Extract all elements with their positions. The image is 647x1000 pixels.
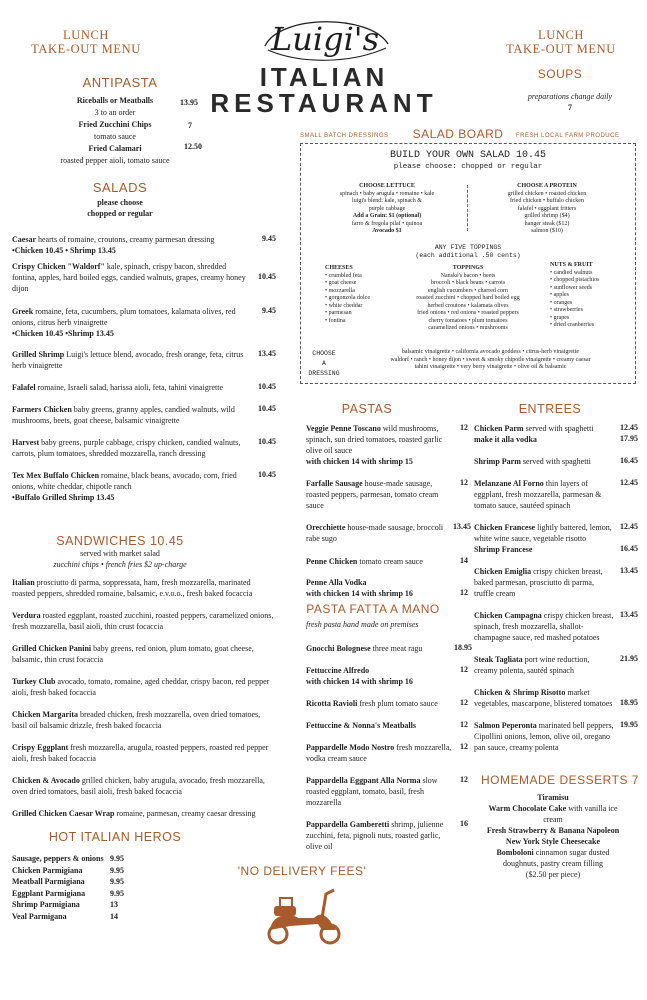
- item-name: Falafel: [12, 383, 36, 392]
- dressing-line: tahini vinaigrette • very berry vinaigrette • olive oil & balsamic: [414, 364, 567, 370]
- item-desc: crispy chicken breast, baked parmesan, prosciutto di parma, truffle cream: [474, 567, 603, 598]
- item-price: 18.95: [620, 698, 638, 707]
- dressing-options: [348, 349, 633, 372]
- item-name: Pappardella Eggpant Alla Norma: [306, 776, 421, 785]
- item-price: 10.45: [258, 404, 276, 413]
- item-name: Grilled Shrimp: [12, 350, 65, 359]
- nut-item: • strawberries: [550, 307, 583, 313]
- item-desc: baby greens, red onion, plum tomato, goat cheese, balsamic, thin crust focaccia: [12, 644, 254, 664]
- lettuce-line: purple cabbage: [368, 205, 406, 212]
- item-price: 12.45: [620, 423, 638, 432]
- item-name: Farfalle Sausage: [306, 479, 363, 488]
- item-price: 9.95: [110, 888, 124, 898]
- item-desc: thin layers of eggplant, fresh mozzarella, parmesan & tomato sauce, sautéed spinach: [474, 479, 602, 510]
- toppings-extra-cost: (each additional .50 cents): [415, 252, 521, 259]
- protein-line: fried chicken • buffalo chicken: [510, 198, 584, 204]
- pasta-item: [306, 423, 456, 467]
- lunch-label: LUNCH: [62, 28, 110, 42]
- item-name: Caesar: [12, 235, 36, 244]
- title-restaurant: RESTAURANT: [210, 88, 438, 118]
- pasta-fatta-title: PASTA FATTA A MANO: [306, 602, 440, 616]
- dressing-label-line: A: [322, 360, 326, 367]
- lettuce-line: spinach • baby arugula • romaine • kale: [339, 190, 435, 197]
- item-desc: roasted pepper aioli, tomato sauce: [60, 156, 170, 165]
- lettuce-line: farro & fregola pilaf • quinoa: [351, 220, 423, 227]
- antipasta-title: ANTIPASTA: [82, 75, 158, 90]
- item-desc: Luigi's lettuce blend, avocado, fresh orange, feta, citrus herb vinaigrette: [12, 350, 244, 370]
- item-extra: •Chicken 10.45 •Shrimp 13.45: [12, 329, 114, 338]
- sandwich-item: [12, 742, 274, 764]
- cheese-item: • parmesan: [325, 310, 352, 316]
- divider: [467, 185, 468, 231]
- cheeses-column: [325, 265, 395, 325]
- salads-subtitle-1: please choose: [97, 198, 143, 207]
- item-price: 12: [460, 588, 468, 597]
- item-name: Melanzane Al Forno: [474, 479, 544, 488]
- item-name: Salmon Peperonta: [474, 721, 537, 730]
- sandwiches-sub-upcharge: zucchini chips • french fries $2 up-charge: [53, 560, 187, 569]
- toppings-title: TOPPINGS: [452, 265, 484, 271]
- item-extra: •Buffalo Grilled Shrimp 13.45: [12, 493, 115, 502]
- pasta-fatta-item: [306, 775, 456, 808]
- item-name: Tiramisu: [537, 793, 569, 802]
- nut-item: • dried cranberries: [550, 322, 595, 328]
- item-name: Veggie Penne Toscano: [306, 424, 381, 433]
- pastas-title: PASTAS: [341, 402, 393, 416]
- protein-line: hanger steak ($12): [524, 220, 570, 227]
- sandwich-item: [12, 610, 274, 632]
- item-name: Chicken Parm: [474, 424, 524, 433]
- topping-line: broccoli • black beans • carrots: [430, 280, 506, 286]
- dessert-item: [478, 847, 628, 869]
- item-desc: romaine, black beans, avocado, corn, fried onions, white cheddar, chipotle ranch: [12, 471, 237, 491]
- dressing-line: balsamic vinaigrette • california avocado goddess • citrus-herb vinaigrette: [401, 349, 580, 355]
- sandwich-item: [12, 808, 274, 819]
- item-desc: served with spaghetti: [523, 424, 594, 433]
- hero-item: [12, 876, 152, 888]
- item-desc: fresh mozzarella, arugula, roasted peppers, roasted red pepper aioli, fresh baked focaccia: [12, 743, 269, 763]
- item-name: Pappardella Gamberetti: [306, 820, 390, 829]
- item-desc: lightly battered, lemon, white wine sauce, vegetable risotto: [474, 523, 612, 543]
- item-price: 9.95: [110, 865, 124, 875]
- hero-item: [12, 853, 152, 865]
- soups-desc: preparations change daily: [527, 92, 613, 101]
- item-name: Warm Chocolate Cake: [488, 804, 567, 813]
- item-name: Fried Zucchini Chips: [78, 120, 152, 129]
- item-price: 13.45: [620, 610, 638, 619]
- item-price: 10.45: [258, 272, 276, 281]
- sandwich-item: [12, 709, 274, 731]
- item-price: 9.95: [110, 877, 124, 886]
- nut-item: • apples: [550, 292, 569, 298]
- salads-subtitle-2: chopped or regular: [87, 209, 153, 218]
- item-price: 12: [460, 698, 468, 707]
- item-price: 7: [188, 121, 192, 130]
- any-five-toppings: ANY FIVE TOPPINGS: [434, 244, 502, 251]
- entree-item: [474, 687, 614, 709]
- item-desc: kale, spinach, crispy bacon, shredded fontina, apples, hard boiled eggs, candied walnuts, grapes, creamy honey dijon: [12, 262, 246, 293]
- item-price: 10.45: [258, 470, 276, 479]
- item-desc: 3 to an order: [94, 108, 136, 117]
- item-name: Chicken & Avocado: [12, 776, 80, 785]
- item-price: 13.95: [180, 98, 198, 107]
- dessert-item: [478, 792, 628, 803]
- item-price: 9.95: [110, 854, 124, 863]
- pasta-item: [306, 478, 456, 511]
- dessert-item: [478, 836, 628, 847]
- item-desc: wild mushrooms, spinach, sun dried tomatoes, roasted garlic olive oil sauce: [306, 424, 443, 455]
- dessert-item: [478, 825, 628, 836]
- item-desc: shrimp, julienne zucchini, feta, pignoli nuts, roasted garlic, olive oil: [306, 820, 444, 851]
- entree-item: [474, 654, 614, 676]
- choose-lettuce: [322, 183, 452, 236]
- salad-board-title: SALAD BOARD: [412, 127, 504, 141]
- item-price: 21.95: [620, 654, 638, 663]
- salad-item: [12, 382, 252, 393]
- item-name: Ricotta Ravioli: [306, 699, 358, 708]
- item-desc: avocado, tomato, romaine, aged cheddar, crispy bacon, red pepper aioli, fresh baked focaccia: [12, 677, 270, 697]
- item-extra: with chicken 14 with shrimp 16: [306, 589, 413, 598]
- item-name: Fettuccine Alfredo: [306, 666, 370, 675]
- item-name: New York Style Cheesecake: [505, 837, 601, 846]
- item-price: 19.95: [620, 720, 638, 729]
- heros-list: [12, 853, 152, 922]
- protein-title: CHOOSE A PROTEIN: [517, 183, 577, 189]
- lunch-takeout-left: [22, 28, 150, 56]
- logo-script-text: Luigi's: [270, 20, 380, 58]
- protein-line: grilled shrimp ($4): [524, 213, 570, 219]
- pasta-fatta-sub: fresh pasta hand made on premises: [306, 620, 419, 629]
- item-desc: ($2.50 per piece): [525, 870, 581, 879]
- pasta-fatta-item: [306, 665, 456, 687]
- item-name: Pappardelle Modo Nostro: [306, 743, 395, 752]
- item-name: Veal Parmigana: [12, 911, 67, 921]
- item-price: 13: [110, 900, 118, 909]
- salad-item: [12, 306, 252, 339]
- entree-item: [474, 566, 614, 599]
- nut-item: • grapes: [550, 314, 570, 321]
- topping-line: english cucumbers • charred corn: [427, 287, 509, 294]
- item-name: Steak Tagliata: [474, 655, 523, 664]
- sandwich-item: [12, 643, 274, 665]
- toppings-column: [398, 265, 538, 333]
- item-desc: served with spaghetti: [520, 457, 591, 466]
- desserts-title: HOMEMADE DESSERTS 7: [481, 773, 639, 787]
- sandwich-item: [12, 775, 274, 797]
- item-name: Gnocchi Bolognese: [306, 644, 371, 653]
- salads-subtitle: [50, 197, 190, 219]
- cheese-item: • white cheddar: [325, 302, 363, 309]
- dressing-label-line: DRESSING: [308, 370, 340, 377]
- item-price: 10.45: [258, 382, 276, 391]
- nut-item: • candied walnuts: [550, 269, 593, 276]
- salad-item: [12, 261, 252, 294]
- item-desc: baby greens, purple cabbage, crispy chicken, candied walnuts, carrots, plum tomatoes, shredded mozzarella, ranch dressing: [12, 438, 241, 458]
- item-extra: with chicken 14 with shrimp 16: [306, 677, 413, 686]
- lunch-label: LUNCH: [537, 28, 585, 42]
- item-price: 12.45: [620, 522, 638, 531]
- item-price: 10.45: [258, 437, 276, 446]
- item-desc: marinated bell peppers, Cipollini onions, lemon, olive oil, oregano pan sauce, creamy polenta: [474, 721, 614, 752]
- choose-protein: [482, 183, 612, 236]
- item-desc: baby greens, granny apples, candied walnuts, wild mushrooms, beets, goat cheese, balsamic vinaigrette: [12, 405, 235, 425]
- toppings-heading: [300, 244, 636, 260]
- soups-price: 7: [568, 103, 572, 112]
- nuts-fruit-column: [550, 262, 630, 330]
- dressing-label-line: CHOOSE: [312, 350, 336, 357]
- nuts-title: NUTS & FRUIT: [550, 262, 593, 268]
- desserts-list: [478, 792, 628, 880]
- item-name: Penne Chicken: [306, 557, 358, 566]
- item-name: Harvest: [12, 438, 40, 447]
- entree-item: [474, 478, 614, 511]
- item-price: 16.45: [620, 456, 638, 465]
- item-name: Tex Mex Buffalo Chicken: [12, 471, 100, 480]
- item-name: Chicken Margarita: [12, 710, 78, 719]
- item-desc: tomato cream sauce: [357, 557, 423, 566]
- item-price: 14: [460, 556, 468, 565]
- sandwiches-sub: served with market salad: [80, 549, 160, 558]
- topping-line: cherry tomatoes • plum tomatoes: [428, 317, 508, 324]
- item-name: Orecchiette: [306, 523, 346, 532]
- topping-line: Nanské's bacon • beets: [440, 272, 496, 279]
- pasta-item: [306, 522, 456, 544]
- entrees-title: ENTREES: [518, 402, 582, 416]
- item-desc: with vanilla ice cream: [543, 804, 618, 824]
- item-price-alt: 16.45: [620, 544, 638, 553]
- item-name: Farmers Chicken: [12, 405, 72, 414]
- item-name: Chicken Parmigiana: [12, 865, 83, 875]
- item-price: 12: [460, 478, 468, 487]
- item-name: Grilled Chicken Panini: [12, 644, 92, 653]
- dessert-item: [478, 869, 628, 880]
- item-price: 12: [460, 665, 468, 674]
- item-price: 13.45: [258, 349, 276, 358]
- topping-line: caramelized onions • mushrooms: [428, 325, 508, 331]
- item-name: Chicken Campagna: [474, 611, 542, 620]
- salads-title: SALADS: [92, 180, 148, 195]
- item-name: Shrimp Parmigiana: [12, 900, 80, 909]
- item-desc: fresh plum tomato sauce: [357, 699, 438, 708]
- pasta-fatta-item: [306, 643, 456, 654]
- item-desc: slow roasted eggplant, tomato, basil, fresh mozzarella: [306, 776, 438, 807]
- item-name: Greek: [12, 307, 34, 316]
- item-desc: port wine reduction, creamy polenta, sautéd spinach: [474, 655, 590, 675]
- hero-item: [12, 911, 152, 923]
- title-italian: ITALIAN: [259, 62, 389, 92]
- takeout-menu-label: TAKE-OUT MENU: [31, 42, 141, 56]
- cheese-item: • crumbled feta: [325, 272, 362, 279]
- item-price: 9.45: [262, 234, 276, 243]
- item-desc: romaine, Israeli salad, harissa aioli, feta, tahini vinaigrette: [35, 383, 224, 392]
- item-name: Fettuccine & Nonna's Meatballs: [306, 721, 416, 730]
- item-name: Chicken Francese: [474, 523, 536, 532]
- no-delivery-fees: 'NO DELIVERY FEES': [237, 864, 367, 878]
- pasta-item: [306, 556, 456, 567]
- sandwich-item: [12, 577, 274, 599]
- item-extra: make it alla vodka: [474, 435, 537, 444]
- entree-item: [474, 423, 614, 445]
- lettuce-line: luigi's blend: kale, spinach &: [352, 198, 422, 204]
- item-desc: tomato sauce: [94, 132, 136, 141]
- salad-item: [12, 234, 252, 256]
- nut-item: • oranges: [550, 299, 573, 306]
- item-extra: Shrimp Francese: [474, 545, 533, 554]
- dessert-item: [478, 803, 628, 825]
- item-price-alt: 17.95: [620, 434, 638, 443]
- item-desc: three meat ragu: [370, 644, 423, 653]
- topping-line: roasted zucchini • chopped hard boiled egg: [416, 295, 520, 301]
- item-extra: with chicken 14 with shrimp 15: [306, 457, 413, 466]
- item-name: Riceballs or Meatballs: [76, 96, 154, 105]
- item-name: Fried Calamari: [88, 144, 142, 153]
- item-desc: hearts of romaine, croutons, creamy parmesan dressing: [36, 235, 215, 244]
- pasta-fatta-item: [306, 742, 456, 764]
- item-price: 12: [460, 423, 468, 432]
- item-desc: house-made sausage, broccoli rabe sugo: [306, 523, 444, 543]
- item-desc: romaine, parmesan, creamy caesar dressing: [114, 809, 256, 818]
- avocado-line: Avocado $1: [372, 228, 402, 234]
- item-name: Bomboloni: [496, 848, 534, 857]
- entree-item: [474, 456, 614, 467]
- pasta-fatta-item: [306, 720, 456, 731]
- item-price: 12.45: [620, 478, 638, 487]
- grain-line: Add a Grain: $1 (optional): [352, 213, 422, 219]
- salad-item: [12, 349, 252, 371]
- pasta-fatta-item: [306, 819, 456, 852]
- item-name: Eggplant Parmigiana: [12, 888, 86, 898]
- build-your-own-subheading: please choose: chopped or regular: [393, 163, 543, 171]
- farm-produce-tag: FRESH LOCAL FARM PRODUCE: [516, 133, 620, 139]
- cheeses-title: CHEESES: [325, 265, 353, 271]
- restaurant-title: [208, 64, 440, 116]
- item-name: Crispy Chicken "Waldorf": [12, 262, 105, 271]
- salad-item: [12, 470, 252, 503]
- hero-item: [12, 899, 152, 911]
- item-desc: roasted eggplant, roasted zucchini, roasted peppers, caramelized onions, fresh mozzarella, basil aioli, thin crust focaccia: [12, 611, 274, 631]
- item-name: Sausage, peppers & onions: [12, 854, 104, 863]
- dressing-line: waldorf • ranch • honey dijon • sweet & smoky chipotle vinaigrette • creamy caesar: [390, 356, 591, 363]
- item-price: 12.50: [184, 142, 202, 151]
- item-name: Chicken & Shrimp Risotto: [474, 688, 566, 697]
- takeout-menu-label: TAKE-OUT MENU: [506, 42, 616, 56]
- sandwiches-title: SANDWICHES 10.45: [56, 534, 184, 548]
- topping-line: herbed croutons • kalamata olives: [427, 302, 509, 309]
- item-name: Penne Alla Vodka: [306, 578, 367, 587]
- item-desc: breaded chicken, fresh mozzarella, oven dried tomatoes, basil oil balsamic drizzle, fresh baked focaccia: [12, 710, 261, 730]
- item-price: 12: [460, 775, 468, 784]
- protein-line: grilled chicken • roasted chicken: [507, 190, 587, 197]
- salad-item: [12, 404, 252, 426]
- hero-item: [12, 888, 152, 900]
- scooter-icon: [262, 884, 346, 946]
- item-desc: fresh mozzarella, vodka cream sauce: [306, 743, 452, 763]
- item-name: Fresh Strawberry & Banana Napoleon: [486, 826, 620, 835]
- topping-line: fried onions • red onions • roasted peppers: [417, 310, 519, 316]
- cheese-item: • gorgonzola dolce: [325, 295, 370, 301]
- protein-line: salmon ($10): [531, 228, 563, 234]
- heros-title: HOT ITALIAN HEROS: [48, 830, 182, 844]
- protein-line: falafel • eggplant fritters: [517, 205, 577, 212]
- nut-item: • chopped pistachios: [550, 277, 600, 283]
- item-price: 18.95: [454, 643, 472, 652]
- entree-item: [474, 610, 614, 643]
- item-price: 14: [110, 911, 118, 921]
- cheese-item: • goat cheese: [325, 280, 357, 286]
- entree-item: [474, 522, 614, 555]
- item-name: Meatball Parmigiana: [12, 877, 85, 886]
- cheese-item: • mozzarella: [325, 287, 355, 294]
- small-batch-tag: SMALL BATCH DRESSINGS: [300, 133, 389, 139]
- lettuce-title: CHOOSE LETTUCE: [359, 183, 415, 189]
- soups-title: SOUPS: [537, 67, 583, 81]
- lunch-takeout-right: [497, 28, 625, 56]
- item-desc: prosciutto di parma, soppressata, ham, fresh mozzarella, marinated roasted peppers, shredded romaine, balsamic, e.v.o.o., fresh baked focaccia: [12, 578, 253, 598]
- item-price: 13.45: [620, 566, 638, 575]
- pasta-fatta-item: [306, 698, 456, 709]
- item-price: 12: [460, 720, 468, 729]
- item-name: Shrimp Parm: [474, 457, 521, 466]
- cheese-item: • fontina: [325, 317, 346, 324]
- item-desc: crispy chicken breast, spinach, fresh mozzarella, shallot-champagne sauce, red mashed potatoes: [474, 611, 614, 642]
- item-name: Verdura: [12, 611, 41, 620]
- item-desc: house-made sausage, roasted peppers, parmesan, tomato cream sauce: [306, 479, 439, 510]
- entree-item: [474, 720, 614, 753]
- item-price: 13.45: [453, 522, 471, 531]
- choose-dressing-label: [303, 349, 345, 379]
- item-desc: grilled chicken, baby arugula, avocado, fresh mozzarella, oven dried tomatoes, basil aioli, fresh baked focaccia: [12, 776, 265, 796]
- item-price: 16: [460, 819, 468, 828]
- build-your-own-heading: BUILD YOUR OWN SALAD 10.45: [389, 150, 547, 161]
- sandwich-item: [12, 676, 274, 698]
- item-name: Italian: [12, 578, 35, 587]
- item-price: 12: [460, 742, 468, 751]
- nut-item: • sunflower seeds: [550, 284, 593, 291]
- item-desc: romaine, feta, cucumbers, plum tomatoes, kalamata olives, red onions, citrus herb vinaigrette: [12, 307, 236, 327]
- pasta-item: [306, 577, 456, 599]
- item-name: Turkey Club: [12, 677, 56, 686]
- salad-item: [12, 437, 252, 459]
- antipasta-list: [50, 95, 180, 167]
- item-name: Chicken Emiglia: [474, 567, 532, 576]
- item-desc: cinnamon sugar dusted doughnuts, pastry cream filling: [503, 848, 610, 868]
- hero-item: [12, 865, 152, 877]
- item-extra: •Chicken 10.45 • Shrimp 13.45: [12, 246, 116, 255]
- item-name: Crispy Eggplant: [12, 743, 69, 752]
- item-desc: market vegetables, mascarpone, blistered tomatoes: [474, 688, 613, 708]
- item-price: 9.45: [262, 306, 276, 315]
- item-name: Grilled Chicken Caesar Wrap: [12, 809, 115, 818]
